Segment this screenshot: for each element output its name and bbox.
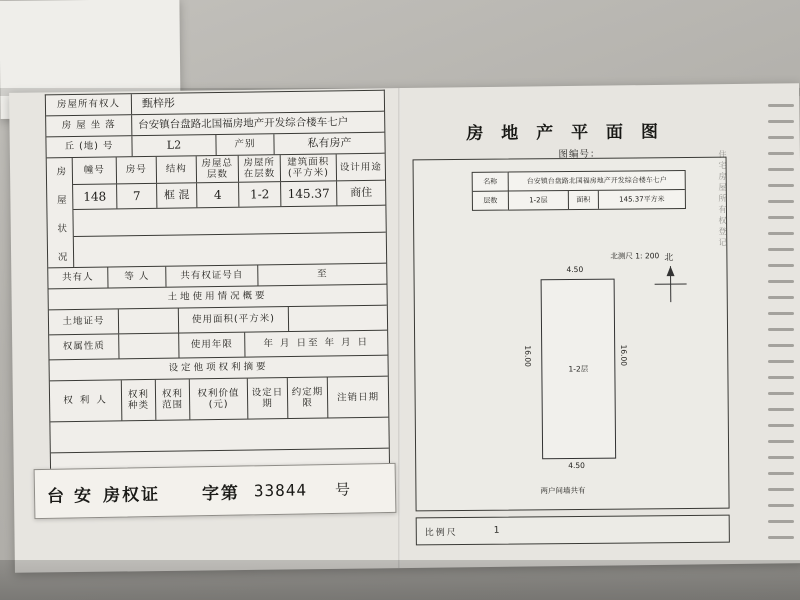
land-area-value	[289, 306, 387, 331]
other-rights-blank-1	[50, 418, 388, 454]
plan-code-label: 图编号：	[558, 148, 601, 161]
col-area: 建筑面积(平方米)	[281, 154, 337, 181]
parcel-value: L2	[132, 135, 216, 156]
val-room: 7	[117, 184, 157, 209]
house-status-block	[47, 154, 387, 269]
stamp-title: 房权证	[102, 484, 161, 506]
land-nature-value	[119, 334, 179, 359]
land-cert-label: 土地证号	[49, 309, 119, 334]
co-owner-cert-to: 至	[316, 268, 328, 280]
stamp-city: 台 安	[46, 485, 94, 507]
land-summary-title: 土地使用情况概要	[167, 290, 268, 303]
owner-value: 甄梓彤	[141, 96, 176, 111]
orc-holder: 权 利 人	[50, 380, 123, 421]
faint-edge-text: 住宅房屋所有权登记	[718, 150, 727, 249]
val-floor: 1-2	[239, 182, 281, 207]
stamp-number: 33844	[253, 479, 308, 500]
scale-value: 1	[493, 525, 500, 536]
dim-bottom: 4.50	[568, 460, 585, 471]
page-fold-crease	[398, 88, 401, 568]
land-cert-value	[119, 309, 179, 334]
shared-wall-note: 两户间墙共有	[540, 485, 586, 496]
col-room: 房号	[117, 157, 157, 184]
col-building: 幢号	[73, 157, 117, 184]
scale-note: 北测尺 1: 200	[610, 251, 660, 261]
plan-info-name-value: 台安镇台盘路北国福房地产开发综合楼车七户	[526, 176, 667, 186]
land-nature-label: 权属性质	[49, 334, 119, 359]
location-value: 台安镇台盘路北国福房地产开发综合楼车七户	[138, 116, 349, 132]
co-owner-label: 共有人	[48, 268, 108, 289]
unit-label: 1-2层	[568, 364, 589, 374]
unit-rectangle	[541, 279, 617, 460]
plan-info-name-row	[473, 171, 685, 192]
plan-frame	[413, 157, 730, 512]
orc-cancel-date: 注销日期	[336, 391, 380, 403]
owner-label: 房屋所有权人	[46, 94, 132, 115]
col-use: 设计用途	[339, 161, 382, 173]
land-term-label: 使用年限	[179, 333, 245, 358]
other-rights-header	[50, 377, 389, 423]
stamp-word: 字第	[201, 483, 241, 504]
land-term-value: 年 月 日至 年 月 日	[263, 336, 370, 350]
scale-label: 比例尺	[424, 527, 458, 538]
dim-top: 4.50	[566, 264, 584, 275]
ownership-label: 产别	[216, 134, 274, 155]
plan-info-area-label: 面积	[569, 191, 599, 209]
bottom-shadow	[0, 560, 800, 600]
parcel-label: 丘 (地) 号	[46, 136, 132, 157]
dim-right: 16.00	[619, 344, 629, 367]
plan-info-table	[472, 170, 686, 211]
north-label: 北	[664, 253, 674, 264]
certificate-grid	[45, 90, 391, 516]
co-owner-rank: 等 人	[108, 267, 166, 288]
house-blank-row-2	[74, 233, 386, 265]
plan-info-floor-value: 1-2层	[509, 191, 569, 210]
val-building: 148	[73, 184, 117, 209]
other-rights-title: 设定他项权利摘要	[168, 361, 269, 374]
orc-kind: 权利种类	[122, 380, 157, 420]
property-plan-drawing	[406, 95, 740, 560]
col-total-floors: 房屋总层数	[197, 156, 239, 183]
orc-set-date: 设定日期	[248, 378, 289, 419]
val-total-floors: 4	[197, 183, 239, 208]
orc-term: 约定期限	[288, 377, 329, 418]
plan-info-name-label: 名称	[473, 173, 509, 191]
val-use: 商住	[350, 185, 373, 200]
stamp-unit: 号	[334, 480, 351, 499]
col-floor: 房屋所在层数	[239, 155, 281, 182]
compass-icon	[650, 264, 690, 304]
co-owner-cert-label: 共有权证号自	[166, 265, 258, 286]
plan-info-area-value: 145.37平方米	[619, 195, 665, 204]
plan-info-floor-label: 层数	[473, 192, 509, 210]
house-status-vertical-label: 房 屋 状 况	[47, 158, 75, 268]
certificate-number-stamp	[34, 463, 397, 519]
dim-left: 16.00	[523, 345, 533, 367]
spiral-binding	[762, 100, 796, 550]
val-structure: 框 混	[157, 183, 197, 208]
location-label: 房 屋 坐 落	[46, 115, 132, 136]
land-area-label: 使用面积(平方米)	[179, 307, 289, 333]
orc-value: 权利价值(元)	[190, 379, 249, 420]
plan-title: 房 地 产 平 面 图	[466, 122, 664, 144]
orc-scope: 权利范围	[156, 379, 191, 419]
ownership-value: 私有房产	[307, 136, 352, 150]
plan-info-floor-row	[473, 190, 685, 210]
col-structure: 结构	[157, 156, 197, 183]
plan-scale-row	[416, 515, 730, 546]
val-area: 145.37	[281, 181, 337, 206]
